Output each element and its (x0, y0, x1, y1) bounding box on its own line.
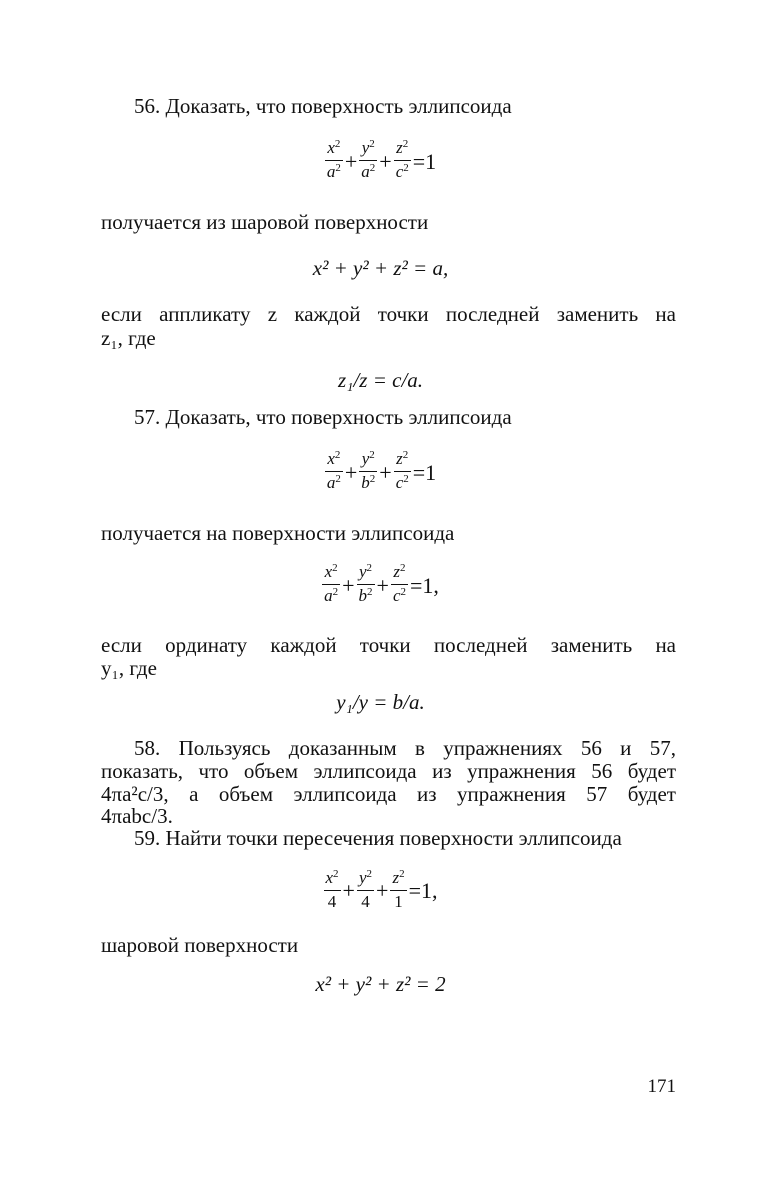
problem-56-text-sphere: получается из шаровой поверхности (101, 210, 429, 234)
formula-ellipsoid-57b: $\frac{x^2}{a^2}$ + $\frac{y^2}{b^2}$ + $\frac{z^2}{c^2}$ =1, (324, 562, 439, 605)
formula-ellipsoid-57a: $\frac{x^2}{a^2}$ + $\frac{y^2}{b^2}$ + $\frac{z^2}{c^2}$ =1 (326, 449, 437, 492)
problem-58-line4: 4πabc/3. (101, 804, 173, 828)
page-number: 171 (647, 1076, 676, 1097)
problem-56-statement: 56. Доказать, что поверхность эллипсоида (134, 94, 512, 118)
formula-ratio-57: y₁/y = b/a. (336, 690, 425, 714)
problem-59-text-sphere: шаровой поверхности (101, 933, 299, 957)
formula-ellipsoid-56: $\frac{x^2}{a^2}$ + $\frac{y^2}{a^2}$ + $\frac{z^2}{c^2}$ =1 (326, 138, 437, 181)
formula-ellipsoid-59: $\frac{x^2}{4}$ + $\frac{y^2}{4}$ + $\frac{z^2}{1}$ =1, (325, 868, 438, 911)
formula-sphere-59: x² + y² + z² = 2 (315, 972, 446, 996)
problem-58-line1: 58. Пользуясь доказанным в упражнениях 56 и 57, (134, 736, 676, 760)
problem-56-text-replace-line2: z₁, где (101, 326, 156, 350)
problem-57-text-ellipsoid: получается на поверхности эллипсоида (101, 521, 455, 545)
problem-58-line2: показать, что объем эллипсоида из упражнения 56 будет (101, 759, 676, 783)
problem-57-text-replace-line1: если ординату каждой точки последней заменить на (101, 633, 676, 657)
formula-sphere-56: x² + y² + z² = a, (312, 256, 449, 280)
problem-58-line3: 4πa²c/3, а объем эллипсоида из упражнения 57 будет (101, 782, 676, 806)
problem-56-text-replace-line1: если аппликату z каждой точки последней заменить на (101, 302, 676, 326)
problem-59-statement: 59. Найти точки пересечения поверхности эллипсоида (134, 826, 622, 850)
problem-57-text-replace-line2: y₁, где (101, 656, 157, 680)
problem-57-statement: 57. Доказать, что поверхность эллипсоида (134, 405, 512, 429)
formula-ratio-56: z₁/z = c/a. (337, 368, 424, 392)
